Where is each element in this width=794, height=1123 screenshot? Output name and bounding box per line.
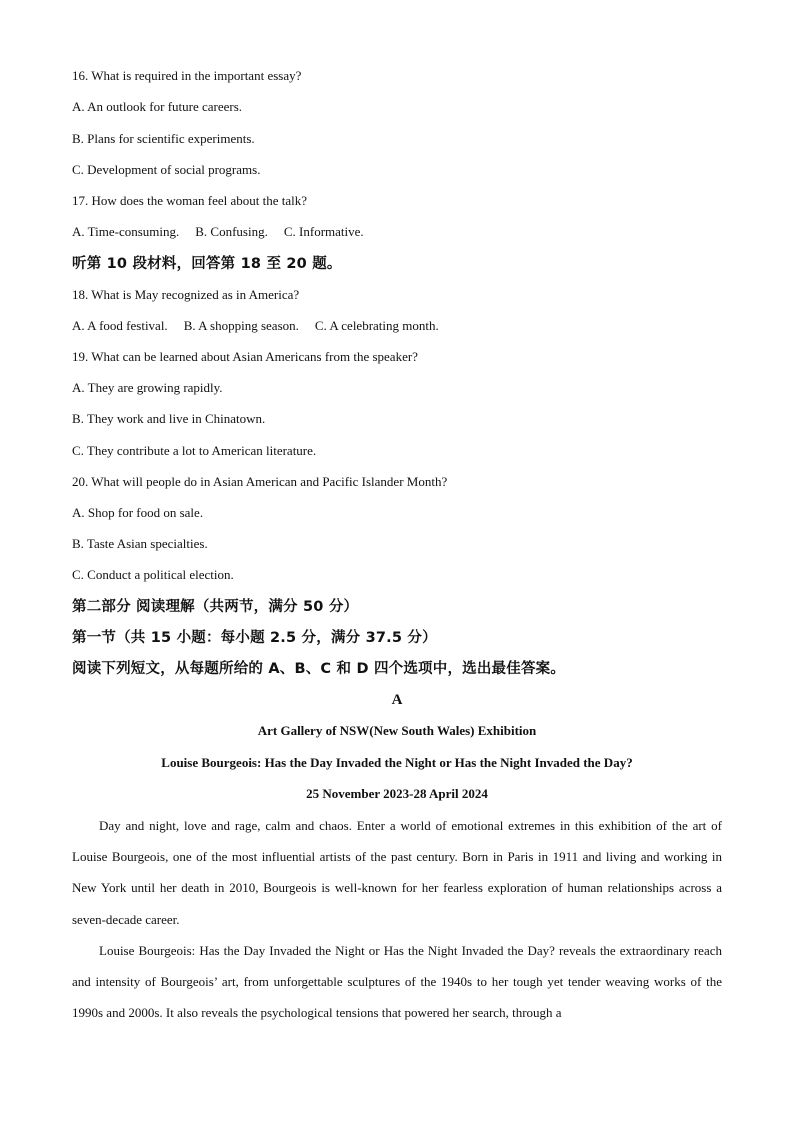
question-18-option-c: C. A celebrating month. — [314, 318, 439, 333]
reading-instruction: 阅读下列短文，从每题所给的 A、B、C 和 D 四个选项中，选出最佳答案。 — [72, 661, 566, 677]
section-10-heading: 听第 10 段材料，回答第 18 至 20 题。 — [72, 256, 342, 272]
question-19-option-b: B. They work and live in Chinatown. — [72, 411, 266, 426]
question-17-option-c: C. Informative. — [283, 224, 364, 239]
question-20-stem: 20. What will people do in Asian American and Pacific Islander Month? — [72, 474, 448, 489]
question-17-option-b: B. Confusing. — [195, 224, 268, 239]
question-16-option-b: B. Plans for scientific experiments. — [72, 131, 255, 146]
passage-paragraph-1: Day and night, love and rage, calm and chaos. Enter a world of emotional extremes in this exhibition of the art of Louise Bourgeois, one of the most influential artists of the past century. Born in Paris in 1911 and living and working in New York until her death in 2010, Bourgeois is well-known for her fearless exploration of human relationships across a seven-decade career. — [72, 818, 722, 927]
question-18-option-b: B. A shopping season. — [183, 318, 299, 333]
gallery-title: Art Gallery of NSW(New South Wales) Exhibition — [257, 723, 537, 738]
question-18-options — [72, 318, 439, 334]
question-20-option-c: C. Conduct a political election. — [72, 567, 234, 582]
question-19-stem: 19. What can be learned about Asian Americans from the speaker? — [72, 349, 418, 364]
question-16-option-a: A. An outlook for future careers. — [72, 99, 243, 114]
passage-paragraph-2: Louise Bourgeois: Has the Day Invaded the Night or Has the Night Invaded the Day? reveals the extraordinary reach and intensity of Bourgeois’ art, from unforgettable sculptures of the 1940s to her tough yet tender weaving works of the 1990s and 2000s. It also reveals the psychological tensions that powered her search, through a — [72, 943, 722, 1021]
passage-letter: A — [391, 692, 403, 708]
question-20-option-a: A. Shop for food on sale. — [72, 505, 204, 520]
exhibition-dates: 25 November 2023-28 April 2024 — [306, 786, 488, 801]
question-17-options — [72, 224, 364, 240]
question-17-stem: 17. How does the woman feel about the talk? — [72, 193, 308, 208]
section-one-heading: 第一节（共 15 小题：每小题 2.5 分，满分 37.5 分） — [72, 630, 437, 646]
question-20-option-b: B. Taste Asian specialties. — [72, 536, 208, 551]
question-18-option-a: A. A food festival. — [72, 318, 168, 333]
question-16-stem: 16. What is required in the important essay? — [72, 68, 302, 83]
question-19-option-c: C. They contribute a lot to American literature. — [72, 443, 317, 458]
question-19-option-a: A. They are growing rapidly. — [72, 380, 223, 395]
question-18-stem: 18. What is May recognized as in America? — [72, 287, 300, 302]
question-16-option-c: C. Development of social programs. — [72, 162, 261, 177]
question-17-option-a: A. Time-consuming. — [72, 224, 180, 239]
part-two-heading: 第二部分 阅读理解（共两节，满分 50 分） — [72, 599, 359, 615]
exhibition-title: Louise Bourgeois: Has the Day Invaded the Night or Has the Night Invaded the Day? — [161, 755, 633, 770]
